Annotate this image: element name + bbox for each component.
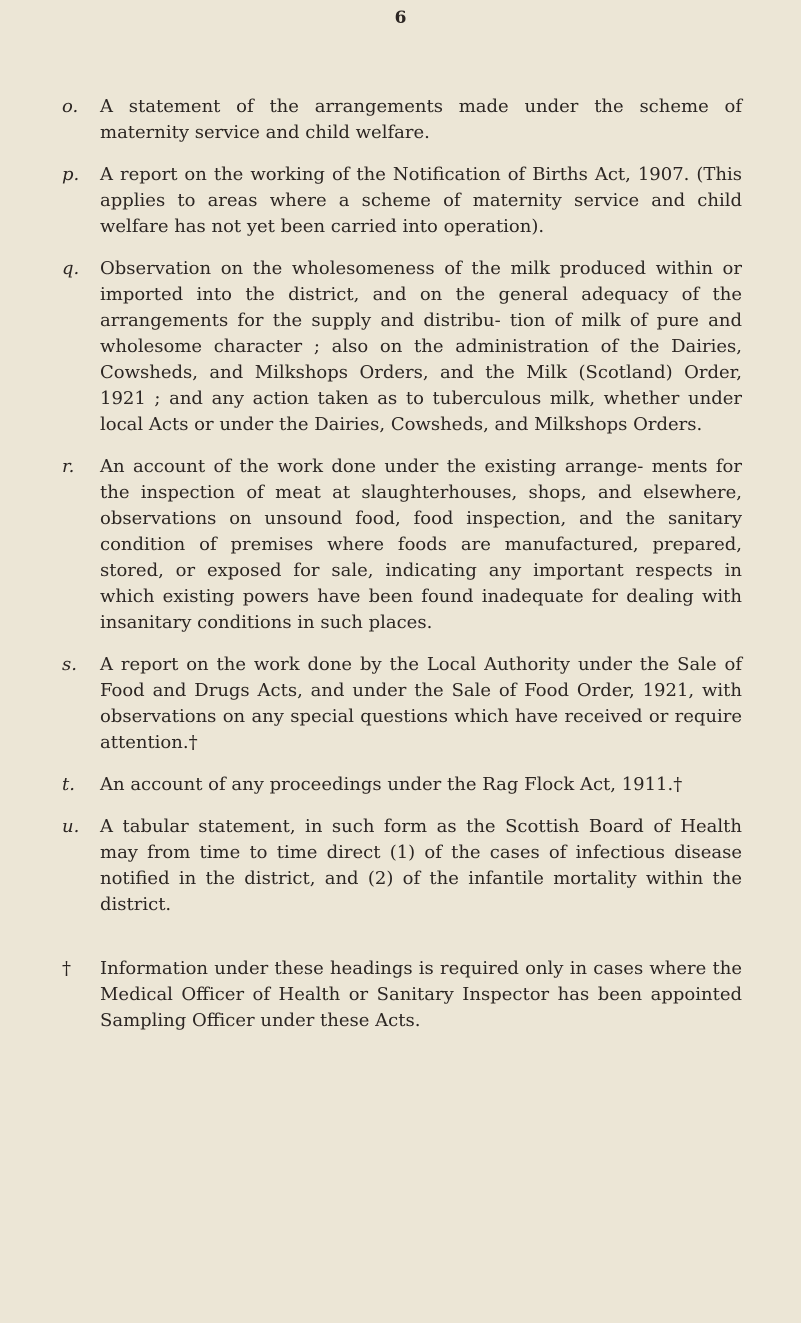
list-item-t xyxy=(62,772,742,798)
list-item-p xyxy=(62,162,742,240)
list-item-s xyxy=(62,652,742,756)
item-letter: t. xyxy=(62,774,75,795)
document-body xyxy=(62,94,742,1050)
list-item-q xyxy=(62,256,742,438)
item-letter: u. xyxy=(62,816,80,837)
item-letter: r. xyxy=(62,456,75,477)
item-text: A report on the work done by the Local Authority under the Sale of Food and Drugs Acts, and under the Sale of Food Order, 1921, with observations on any special questions which have received or require attention.† xyxy=(100,654,742,753)
footnote-mark: † xyxy=(62,958,71,979)
item-text: An account of any proceedings under the Rag Flock Act, 1911.† xyxy=(100,774,683,795)
item-letter: s. xyxy=(62,654,77,675)
item-letter: o. xyxy=(62,96,79,117)
list-item-r xyxy=(62,454,742,636)
list-item-o xyxy=(62,94,742,146)
list-item-u xyxy=(62,814,742,918)
item-letter: q. xyxy=(62,258,80,279)
item-text: Observation on the wholesomeness of the milk produced within or imported into the district, and on the general adequacy of the arrangements for the supply and distribu- tion of milk of pure and wholesome character ; also on the administration of the Dairies, Cowsheds, and Milkshops Orders, and the Milk (Scotland) Order, 1921 ; and any action taken as to tuberculous milk, whether under local Acts or under the Dairies, Cowsheds, and Milkshops Orders. xyxy=(100,258,742,435)
item-letter: p. xyxy=(62,164,80,185)
item-text: A report on the working of the Notification of Births Act, 1907. (This applies to areas where a scheme of maternity service and child welfare has not yet been carried into operation). xyxy=(100,164,742,237)
footnote-text: Information under these headings is required only in cases where the Medical Officer of Health or Sanitary Inspector has been appointed Sampling Officer under these Acts. xyxy=(100,958,742,1031)
page-number: 6 xyxy=(394,8,407,28)
item-text: An account of the work done under the existing arrange- ments for the inspection of meat at slaughterhouses, shops, and elsewhere, observations on unsound food, food inspection, and the sanitary condition of premises where foods are manufactured, prepared, stored, or exposed for sale, indicating any important respects in which existing powers have been found inadequate for dealing with insanitary conditions in such places. xyxy=(100,456,742,633)
item-text: A tabular statement, in such form as the Scottish Board of Health may from time to time direct (1) of the cases of infectious disease notified in the district, and (2) of the infantile mortality within the district. xyxy=(100,816,742,915)
footnote xyxy=(62,956,742,1034)
item-text: A statement of the arrangements made under the scheme of maternity service and child welfare. xyxy=(100,96,742,143)
